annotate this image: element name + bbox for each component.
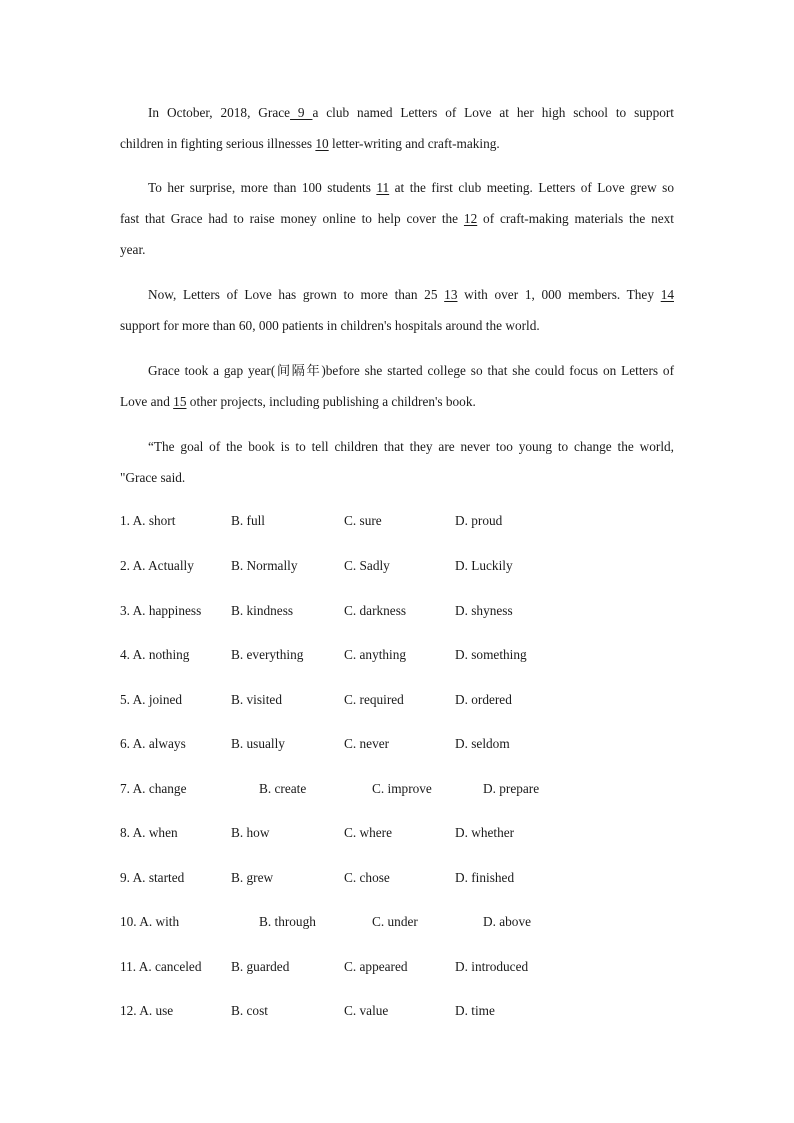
option-b: B. grew [231,870,274,885]
question-row [120,868,680,888]
option-c: C. darkness [344,603,407,618]
paragraph-line [120,203,674,234]
option-a: 2. A. Actually [120,558,194,573]
question-row [120,1001,680,1021]
passage-paragraph-1 [120,97,674,159]
option-b: B. everything [231,647,304,662]
paragraph-line: “The goal of the book is to tell children that they are never too young to change the world, [148,439,674,454]
text-run: In October, 2018, Grace [148,105,291,120]
question-row [120,912,680,932]
option-b: B. guarded [231,959,290,974]
option-d: D. prepare [483,781,540,796]
option-c: C. Sadly [344,558,390,573]
option-b: B. cost [231,1003,268,1018]
option-d: D. Luckily [455,558,513,573]
paragraph-line [120,172,674,203]
paragraph-line [120,279,674,310]
option-d: D. finished [455,870,515,885]
option-c: C. under [372,914,418,929]
question-row [120,734,680,754]
option-b: B. create [259,781,307,796]
text-run: with over 1, 000 members. They [457,287,661,302]
option-d: D. something [455,647,527,662]
option-d: D. whether [455,825,515,840]
option-b: B. kindness [231,603,294,618]
option-c: C. where [344,825,392,840]
option-d: D. shyness [455,603,513,618]
text-run: To her surprise, more than 100 students [148,180,377,195]
option-a: 7. A. change [120,781,187,796]
text-run: children in fighting serious illnesses [120,136,316,151]
option-a: 11. A. canceled [120,959,202,974]
option-d: D. seldom [455,736,510,751]
option-d: D. introduced [455,959,529,974]
option-c: C. sure [344,513,382,528]
option-b: B. how [231,825,270,840]
option-a: 8. A. when [120,825,178,840]
passage-paragraph-3 [120,279,674,341]
question-row [120,823,680,843]
text-run: fast that Grace had to raise money online to help cover the [120,211,464,226]
question-row [120,556,680,576]
paragraph-line: year. [120,242,146,257]
text-run: of craft-making materials the next [477,211,674,226]
text-run: at the first club meeting. Letters of Love grew so [389,180,674,195]
option-b: B. visited [231,692,282,707]
question-row [120,601,680,621]
option-c: C. never [344,736,390,751]
option-c: C. anything [344,647,407,662]
option-d: D. proud [455,513,503,528]
blank-number: 10 [315,136,329,151]
option-b: B. through [259,914,316,929]
option-c: C. improve [372,781,432,796]
option-d: D. time [455,1003,495,1018]
option-b: B. full [231,513,265,528]
question-row [120,511,680,531]
option-d: D. above [483,914,531,929]
option-a: 3. A. happiness [120,603,202,618]
passage-paragraph-2 [120,172,674,265]
question-row [120,779,680,799]
option-b: B. usually [231,736,285,751]
option-a: 10. A. with [120,914,180,929]
blank-number: 14 [660,287,674,302]
passage-paragraph-4 [120,355,674,417]
option-a: 9. A. started [120,870,185,885]
option-b: B. Normally [231,558,298,573]
option-a: 5. A. joined [120,692,183,707]
paragraph-line [120,97,674,128]
blank-number: 15 [173,394,187,409]
option-c: C. value [344,1003,389,1018]
blank-number: 9 [290,105,313,120]
paragraph-line: support for more than 60, 000 patients in children's hospitals around the world. [120,318,540,333]
question-row [120,957,680,977]
blank-number: 13 [444,287,458,302]
blank-number: 11 [376,180,390,195]
paragraph-line [120,386,674,417]
option-a: 6. A. always [120,736,186,751]
paragraph-line: Grace took a gap year(间隔年)before she started college so that she could focus on Letters of [148,363,674,378]
text-run: letter-writing and craft-making. [328,136,500,151]
option-a: 1. A. short [120,513,176,528]
text-run: Love and [120,394,174,409]
question-row [120,690,680,710]
option-a: 4. A. nothing [120,647,190,662]
option-a: 12. A. use [120,1003,174,1018]
text-run: other projects, including publishing a children's book. [186,394,476,409]
paragraph-line [120,128,674,159]
passage-paragraph-5 [120,431,674,493]
question-row [120,645,680,665]
blank-number: 12 [463,211,478,226]
option-c: C. required [344,692,404,707]
text-run: a club named Letters of Love at her high school to support [312,105,674,120]
option-d: D. ordered [455,692,512,707]
text-run: Now, Letters of Love has grown to more than 25 [148,287,445,302]
option-c: C. appeared [344,959,408,974]
option-c: C. chose [344,870,390,885]
paragraph-line: "Grace said. [120,470,186,485]
